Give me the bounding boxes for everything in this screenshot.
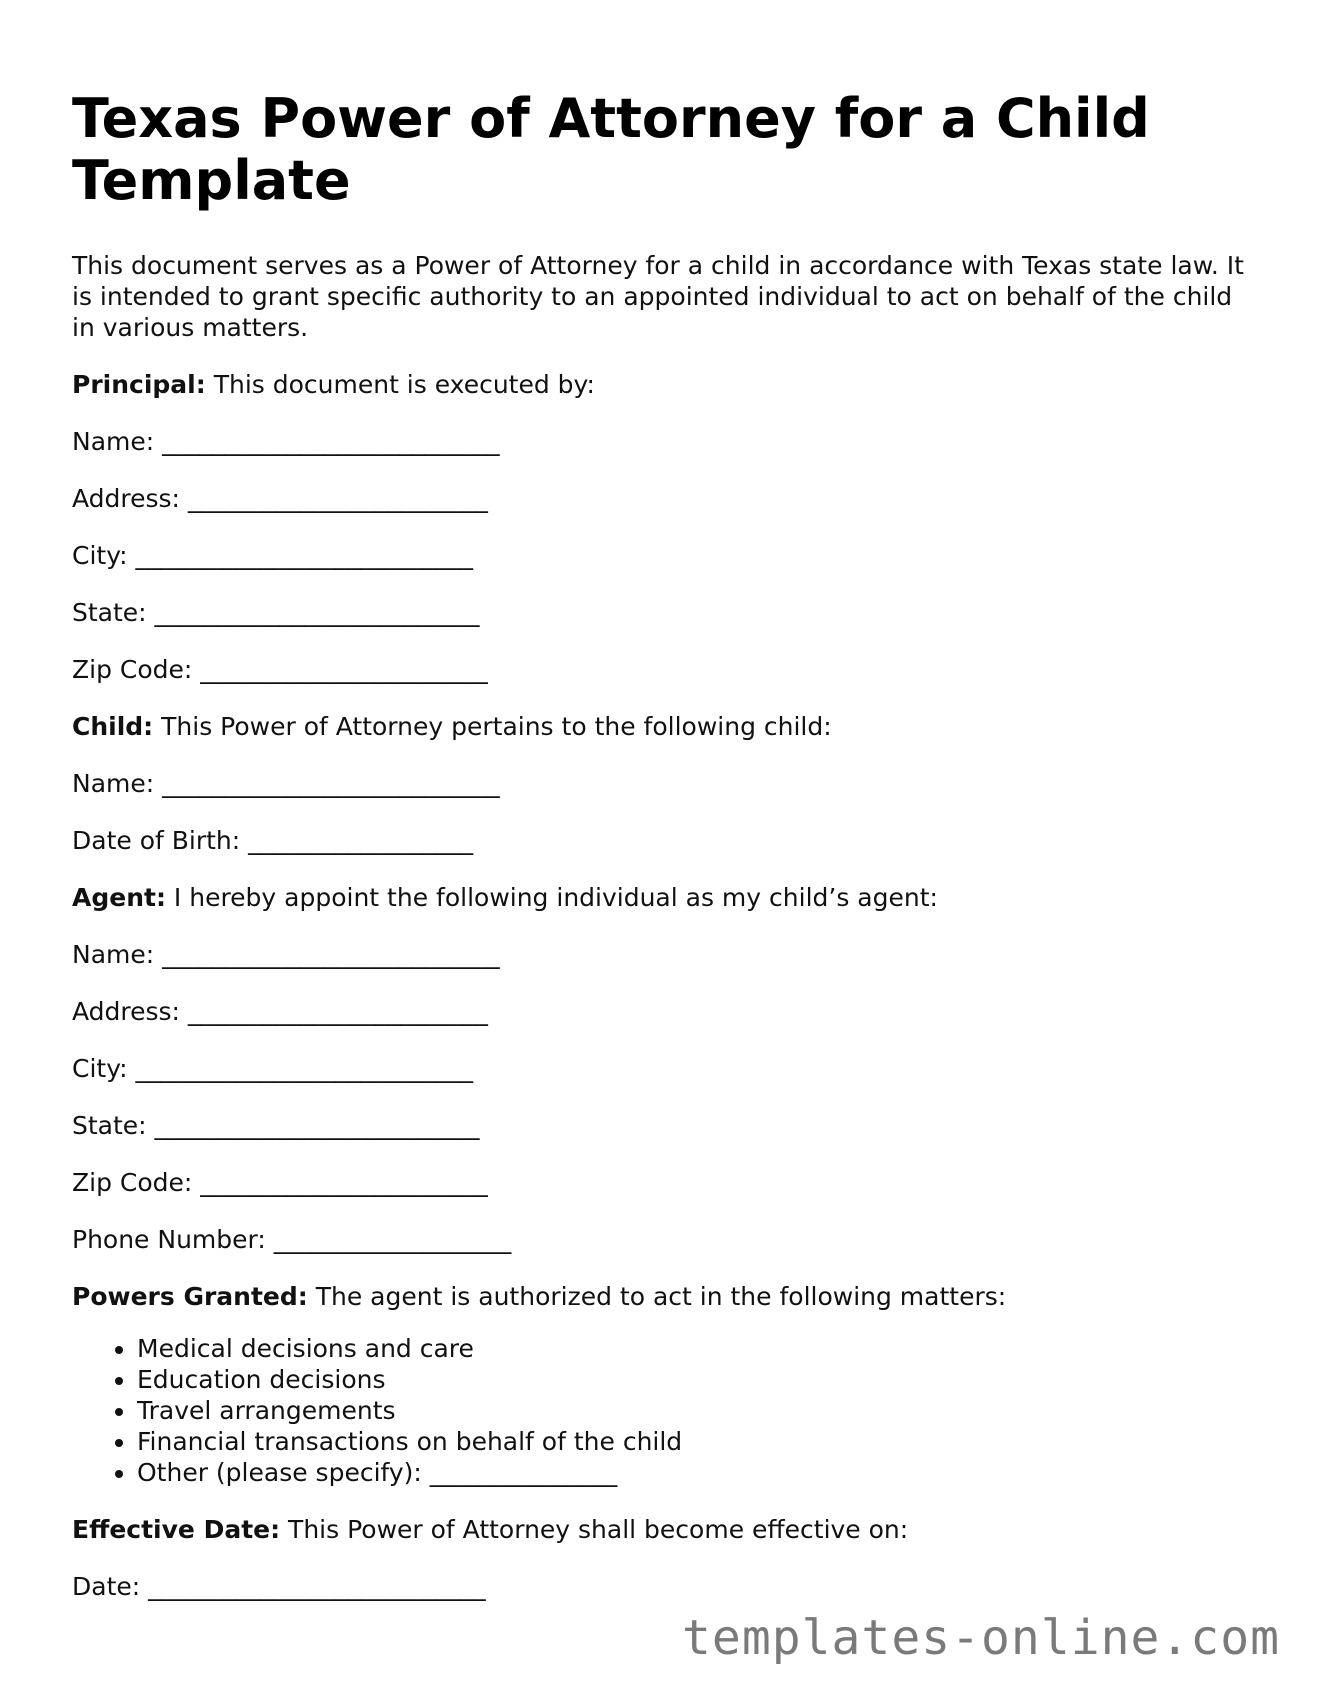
powers-list: [72, 1333, 1262, 1488]
effective-heading: Effective Date:: [72, 1515, 281, 1544]
powers-heading: Powers Granted:: [72, 1282, 308, 1311]
child-dob-field[interactable]: [72, 825, 1262, 856]
principal-address-field[interactable]: [72, 483, 1262, 514]
field-label: State:: [72, 598, 147, 627]
list-item[interactable]: • Other (please specify): _______________: [137, 1457, 1262, 1488]
field-label: Phone Number:: [72, 1225, 266, 1254]
principal-heading: Principal:: [72, 370, 206, 399]
child-heading: Child:: [72, 712, 154, 741]
principal-state-field[interactable]: [72, 597, 1262, 628]
principal-zip-field[interactable]: [72, 654, 1262, 685]
field-label: Address:: [72, 484, 180, 513]
principal-heading-line: [72, 369, 1262, 400]
list-item: • Financial transactions on behalf of the child: [137, 1426, 1262, 1457]
document-page: [72, 88, 1262, 1602]
field-blank[interactable]: __________________________: [146, 1111, 480, 1140]
field-label: Date of Birth:: [72, 826, 241, 855]
powers-heading-line: [72, 1281, 1262, 1312]
field-label: Zip Code:: [72, 1168, 193, 1197]
field-blank[interactable]: ___________________: [265, 1225, 512, 1254]
field-blank[interactable]: ________________________: [179, 997, 488, 1026]
document-title: Texas Power of Attorney for a Child Template: [72, 87, 1150, 212]
field-blank[interactable]: ___________________________: [140, 1572, 486, 1601]
principal-city-field[interactable]: [72, 540, 1262, 571]
field-blank[interactable]: __________________: [240, 826, 474, 855]
field-label: City:: [72, 541, 128, 570]
field-blank[interactable]: ________________________: [179, 484, 488, 513]
field-label: Name:: [72, 940, 155, 969]
principal-name-field[interactable]: [72, 426, 1262, 457]
principal-text: This document is executed by:: [205, 370, 595, 399]
field-blank[interactable]: _______________________: [192, 1168, 488, 1197]
effective-text: This Power of Attorney shall become effective on:: [280, 1515, 909, 1544]
field-label: Name:: [72, 769, 155, 798]
field-label: Zip Code:: [72, 655, 193, 684]
agent-zip-field[interactable]: [72, 1167, 1262, 1198]
list-item: • Education decisions: [137, 1364, 1262, 1395]
field-blank[interactable]: ___________________________: [154, 427, 500, 456]
agent-text: I hereby appoint the following individual as my child’s agent:: [165, 883, 938, 912]
field-label: Date:: [72, 1572, 141, 1601]
field-blank[interactable]: ___________________________: [154, 769, 500, 798]
field-label: Name:: [72, 427, 155, 456]
agent-city-field[interactable]: [72, 1053, 1262, 1084]
powers-text: The agent is authorized to act in the following matters:: [307, 1282, 1007, 1311]
list-item: • Travel arrangements: [137, 1395, 1262, 1426]
effective-heading-line: [72, 1514, 1262, 1545]
child-name-field[interactable]: [72, 768, 1262, 799]
effective-date-field[interactable]: [72, 1571, 1262, 1602]
intro-paragraph: This document serves as a Power of Attorney for a child in accordance with Texas state law. It is intended to grant specific authority to an appointed individual to act on behalf of the child in various matters.: [72, 251, 1244, 342]
child-text: This Power of Attorney pertains to the following child:: [153, 712, 832, 741]
agent-heading-line: [72, 882, 1262, 913]
agent-heading: Agent:: [72, 883, 166, 912]
list-item: • Medical decisions and care: [137, 1333, 1262, 1364]
agent-phone-field[interactable]: [72, 1224, 1262, 1255]
field-blank[interactable]: ___________________________: [127, 541, 474, 570]
agent-address-field[interactable]: [72, 996, 1262, 1027]
field-label: City:: [72, 1054, 128, 1083]
field-blank[interactable]: ___________________________: [127, 1054, 474, 1083]
field-blank[interactable]: __________________________: [146, 598, 480, 627]
field-label: State:: [72, 1111, 147, 1140]
field-label: Address:: [72, 997, 180, 1026]
agent-state-field[interactable]: [72, 1110, 1262, 1141]
agent-name-field[interactable]: [72, 939, 1262, 970]
watermark: templates-online.com: [682, 1610, 1280, 1666]
child-heading-line: [72, 711, 1262, 742]
field-blank[interactable]: ___________________________: [154, 940, 500, 969]
field-blank[interactable]: _______________________: [192, 655, 488, 684]
